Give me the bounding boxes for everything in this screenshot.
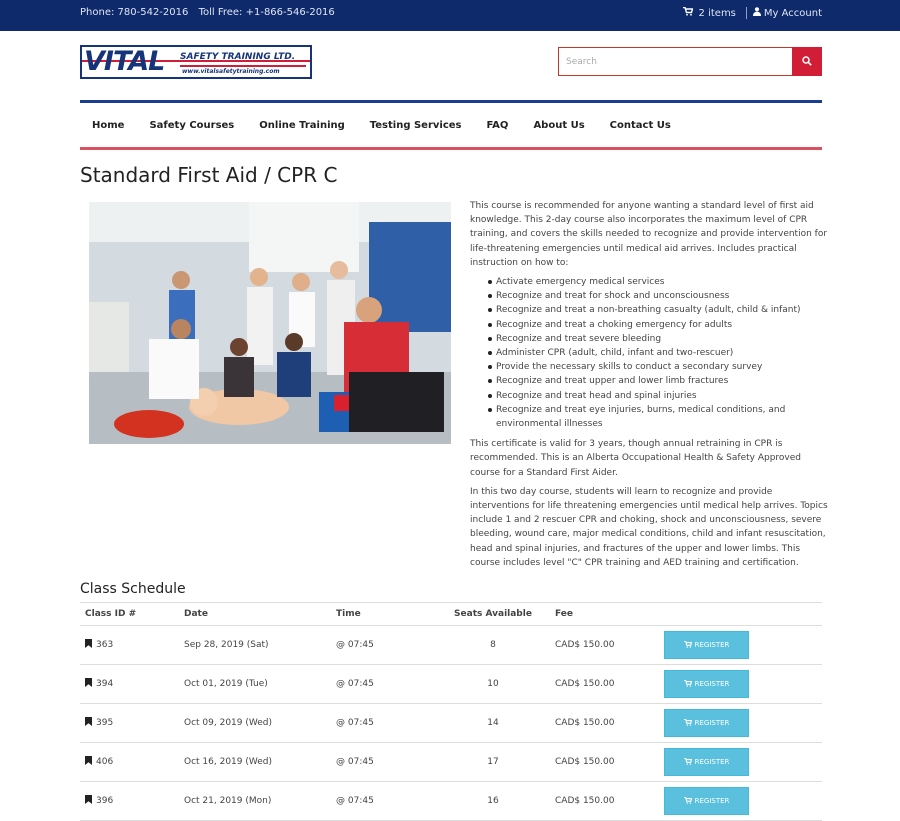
column-header-date: Date: [184, 609, 208, 619]
class-time: @ 07:45: [336, 796, 374, 806]
class-time: @ 07:45: [336, 718, 374, 728]
column-header-seats: Seats Available: [454, 609, 532, 619]
cart-icon: [684, 719, 692, 728]
register-button[interactable]: [664, 631, 749, 659]
register-button[interactable]: [664, 709, 749, 737]
user-icon: [753, 7, 761, 19]
nav-item-home[interactable]: Home: [92, 119, 125, 131]
column-header-fee: Fee: [555, 609, 573, 619]
register-button[interactable]: [664, 748, 749, 776]
list-item: Provide the necessary skills to conduct a secondary survey: [488, 360, 832, 374]
table-row: [80, 782, 822, 821]
logo-url: www.vitalsafetytraining.com: [182, 68, 280, 75]
table-row: [80, 626, 822, 665]
class-date: Oct 16, 2019 (Wed): [184, 757, 273, 767]
top-bar: [0, 0, 900, 31]
list-item: Recognize and treat head and spinal injuries: [488, 389, 832, 403]
contact-phones: [80, 7, 342, 18]
cart-icon: [684, 758, 692, 767]
class-fee: CAD$ 150.00: [555, 796, 615, 806]
register-label: REGISTER: [694, 797, 730, 805]
nav-item-safety-courses[interactable]: Safety Courses: [149, 119, 235, 131]
class-date: Oct 01, 2019 (Tue): [184, 679, 268, 689]
cart-count: 2 items: [698, 7, 736, 19]
register-label: REGISTER: [694, 758, 730, 766]
course-description: [470, 199, 832, 575]
list-item: Recognize and treat severe bleeding: [488, 332, 832, 346]
class-fee: CAD$ 150.00: [555, 757, 615, 767]
table-row: [80, 704, 822, 743]
list-item: Recognize and treat a non-breathing casualty (adult, child & infant): [488, 303, 832, 317]
class-time: @ 07:45: [336, 757, 374, 767]
search-input[interactable]: [558, 47, 792, 76]
certificate-validity: This certificate is valid for 3 years, though annual retraining in CPR is recommended. This is an Alberta Occupational Health & Safety Approved course for a Standard First Aider.: [470, 439, 801, 478]
seats-available: 8: [490, 640, 496, 650]
site-logo[interactable]: [80, 45, 312, 79]
register-label: REGISTER: [694, 641, 730, 649]
class-date: Sep 28, 2019 (Sat): [184, 640, 269, 650]
nav-item-online-training[interactable]: Online Training: [259, 119, 345, 131]
cart-icon: [684, 680, 692, 689]
list-item: Recognize and treat a choking emergency for adults: [488, 318, 832, 332]
search-button[interactable]: [792, 47, 822, 76]
list-item: Recognize and treat upper and lower limb fractures: [488, 374, 832, 388]
class-id: 406: [96, 757, 114, 767]
class-id: 363: [96, 640, 114, 650]
class-fee: CAD$ 150.00: [555, 718, 615, 728]
phone-number: Phone: 780-542-2016: [80, 7, 189, 18]
class-fee: CAD$ 150.00: [555, 679, 615, 689]
search-bar: [558, 47, 822, 76]
list-item: Recognize and treat for shock and unconsciousness: [488, 289, 832, 303]
nav-item-contact-us[interactable]: Contact Us: [609, 119, 671, 131]
main-navigation: [80, 100, 822, 150]
course-details: In this two day course, students will learn to recognize and provide interventions for life threatening emergencies until medical help arrives. Topics include 1 and 2 rescuer CPR and choking, shock and unconsciousness, severe bleeding, wound care, major medical conditions, child and infant resuscitation, head and spinal injuries, and fractures of the upper and lower limbs. This course includes level "C" CPR training and AED training and certification.: [470, 486, 828, 568]
seats-available: 17: [487, 757, 499, 767]
table-header: [80, 602, 822, 626]
bookmark-icon: [85, 639, 92, 651]
nav-item-faq[interactable]: FAQ: [486, 119, 509, 131]
seats-available: 10: [487, 679, 499, 689]
page-title: Standard First Aid / CPR C: [80, 163, 338, 187]
class-id: 396: [96, 796, 114, 806]
list-item: Recognize and treat eye injuries, burns, medical conditions, and environmental illnesses: [488, 403, 832, 431]
class-fee: CAD$ 150.00: [555, 640, 615, 650]
bookmark-icon: [85, 756, 92, 768]
toll-free-number: Toll Free: +1-866-546-2016: [198, 7, 335, 18]
schedule-heading: Class Schedule: [80, 581, 186, 597]
course-photo: [89, 202, 451, 444]
class-date: Oct 09, 2019 (Wed): [184, 718, 273, 728]
logo-tagline: SAFETY TRAINING LTD.: [180, 52, 296, 62]
bookmark-icon: [85, 717, 92, 729]
seats-available: 14: [487, 718, 499, 728]
register-label: REGISTER: [694, 719, 730, 727]
cart-icon: [684, 641, 692, 650]
nav-item-about-us[interactable]: About Us: [533, 119, 585, 131]
seats-available: 16: [487, 796, 499, 806]
register-button[interactable]: [664, 787, 749, 815]
class-date: Oct 21, 2019 (Mon): [184, 796, 272, 806]
bookmark-icon: [85, 678, 92, 690]
nav-item-testing-services[interactable]: Testing Services: [369, 119, 462, 131]
register-label: REGISTER: [694, 680, 730, 688]
register-button[interactable]: [664, 670, 749, 698]
table-row: [80, 665, 822, 704]
list-item: Administer CPR (adult, child, infant and two-rescuer): [488, 346, 832, 360]
class-id: 395: [96, 718, 114, 728]
table-row: [80, 743, 822, 782]
column-header-class-id: Class ID #: [85, 609, 137, 619]
search-icon: [802, 54, 812, 69]
cart-link[interactable]: [683, 7, 746, 19]
column-header-time: Time: [336, 609, 361, 619]
bookmark-icon: [85, 795, 92, 807]
list-item: Activate emergency medical services: [488, 275, 832, 289]
my-account-link[interactable]: [753, 7, 822, 19]
skills-list: [488, 275, 832, 431]
class-time: @ 07:45: [336, 679, 374, 689]
my-account-label: My Account: [763, 7, 822, 19]
class-time: @ 07:45: [336, 640, 374, 650]
course-intro: This course is recommended for anyone wanting a standard level of first aid knowledge. This 2-day course also incorporates the maximum level of CPR training, and covers the skills needed to recognize and provide intervention for life-threatening emergencies until medical aid arrives. Includes practical instruction on how to:: [470, 201, 828, 268]
cart-icon: [683, 7, 693, 19]
class-schedule-table: [80, 602, 822, 821]
cart-icon: [684, 797, 692, 806]
class-id: 394: [96, 679, 114, 689]
logo-wordmark: VITAL: [84, 46, 165, 77]
